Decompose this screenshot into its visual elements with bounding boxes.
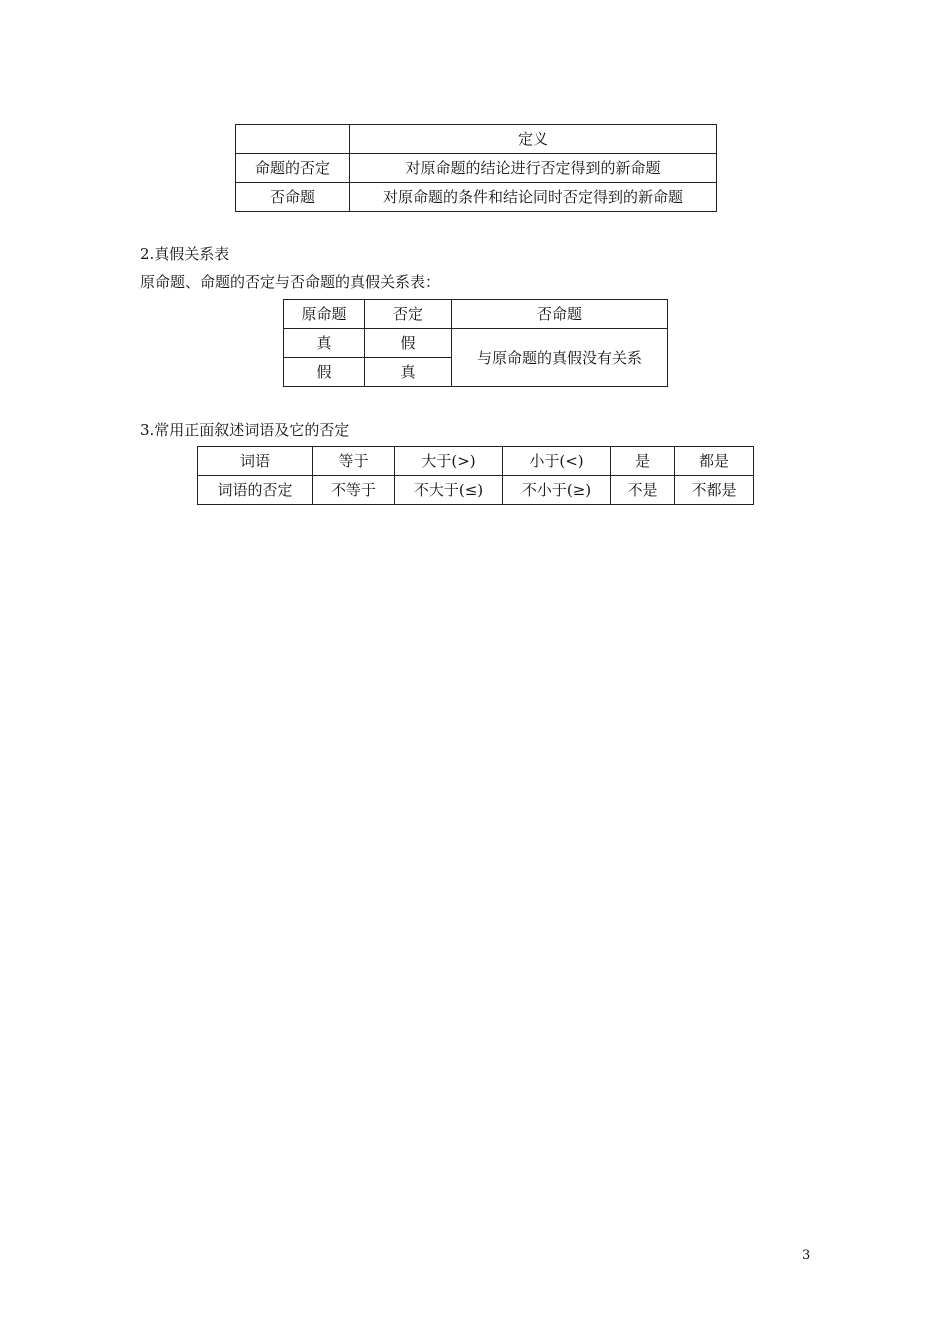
section-intro: 原命题、命题的否定与否命题的真假关系表： <box>140 273 441 291</box>
table-cell: 不小于(≥) <box>503 476 611 505</box>
table-cell: 不是 <box>611 476 675 505</box>
table-cell: 对原命题的结论进行否定得到的新命题 <box>350 154 717 183</box>
truth-relation-table <box>283 299 668 387</box>
table-cell: 假 <box>284 358 365 387</box>
table-cell: 定义 <box>350 125 717 154</box>
table-cell: 不都是 <box>675 476 754 505</box>
table-row <box>236 183 717 212</box>
table-cell: 小于(<) <box>503 447 611 476</box>
page-number: 3 <box>802 1248 811 1263</box>
table-cell: 真 <box>365 358 452 387</box>
table-cell: 否命题 <box>236 183 350 212</box>
table-cell: 假 <box>365 329 452 358</box>
table-cell: 否定 <box>365 300 452 329</box>
table-cell: 不等于 <box>313 476 395 505</box>
table-cell: 真 <box>284 329 365 358</box>
table-row <box>236 154 717 183</box>
merged-cell: 与原命题的真假没有关系 <box>452 329 668 387</box>
table-cell: 不大于(≤) <box>395 476 503 505</box>
table-cell: 都是 <box>675 447 754 476</box>
table-cell: 词语的否定 <box>198 476 313 505</box>
table-row <box>198 476 754 505</box>
section-heading: 2.真假关系表 <box>140 245 230 263</box>
table-cell: 等于 <box>313 447 395 476</box>
table-cell <box>236 125 350 154</box>
table-cell: 大于(>) <box>395 447 503 476</box>
table-cell: 词语 <box>198 447 313 476</box>
table-cell: 命题的否定 <box>236 154 350 183</box>
table-row <box>236 125 717 154</box>
table-row <box>198 447 754 476</box>
table-cell: 否命题 <box>452 300 668 329</box>
table-row <box>284 329 668 358</box>
table-row <box>284 300 668 329</box>
table-cell: 原命题 <box>284 300 365 329</box>
word-negation-table <box>197 446 754 505</box>
definition-table <box>235 124 717 212</box>
section-heading: 3.常用正面叙述词语及它的否定 <box>140 421 350 439</box>
table-cell: 对原命题的条件和结论同时否定得到的新命题 <box>350 183 717 212</box>
table-cell: 是 <box>611 447 675 476</box>
